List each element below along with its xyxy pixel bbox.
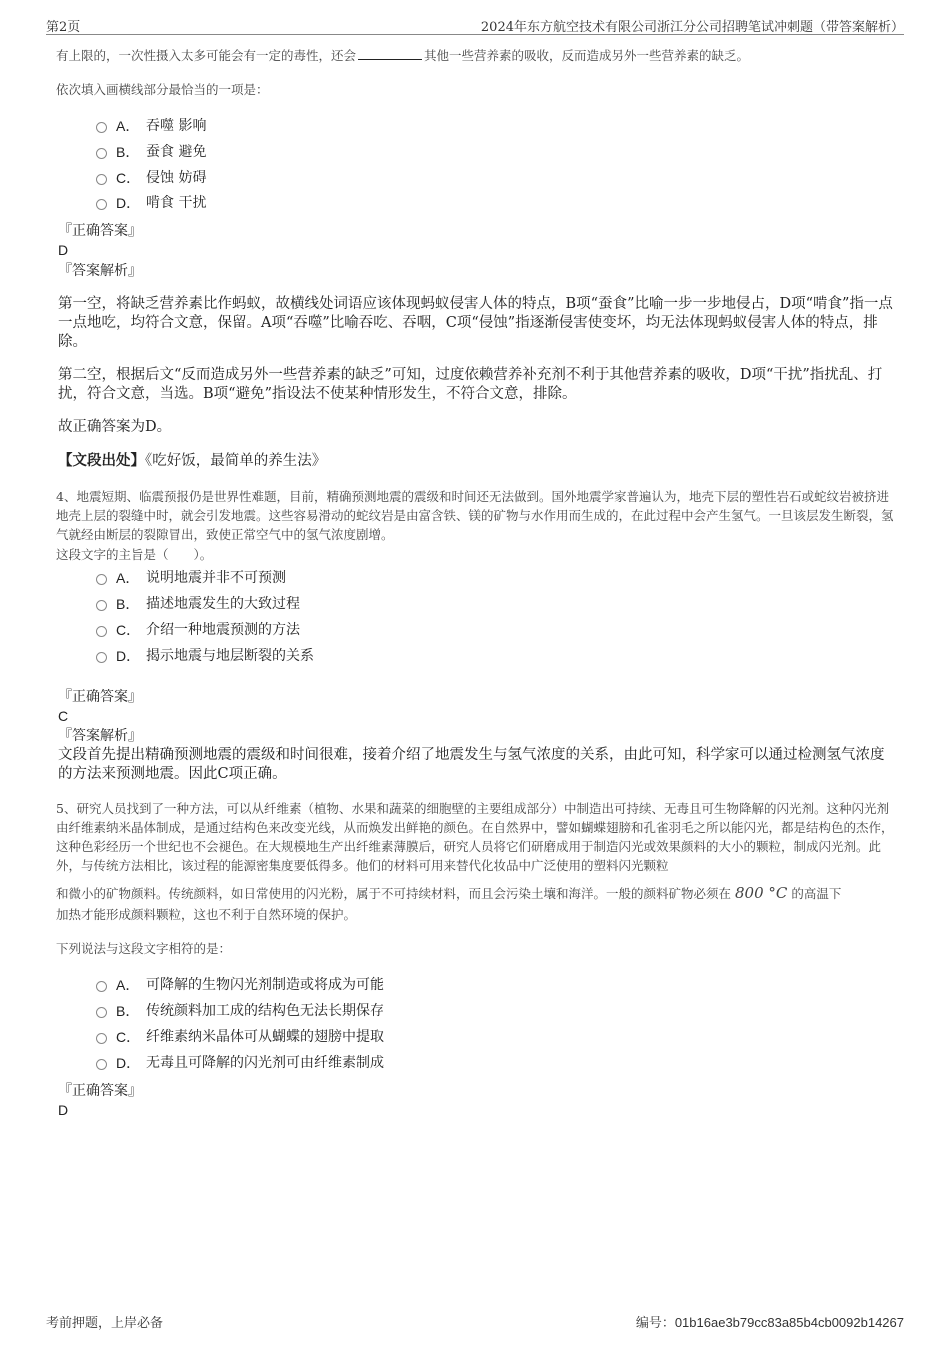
- q4-analysis: 文段首先提出精确预测地震的震级和时间很难，接着介绍了地震发生与氢气浓度的关系，由此可知，科学家可以通过检测氢气浓度的方法来预测地震。因此C项正确。: [58, 747, 885, 782]
- q4-option-a[interactable]: A． 说明地震并非不可预测: [96, 569, 286, 587]
- q4-prompt: 这段文字的主旨是（ ）。: [56, 547, 213, 562]
- radio-icon[interactable]: [96, 122, 107, 133]
- footer-slogan: 考前押题，上岸必备: [46, 1316, 164, 1331]
- radio-icon[interactable]: [96, 600, 107, 611]
- q3-answer-label: 『正确答案』: [58, 223, 142, 239]
- page-header: [46, 14, 904, 35]
- q5-prompt: 下列说法与这段文字相符的是：: [56, 941, 232, 956]
- q3-analysis-3: 故正确答案为D。: [58, 419, 172, 435]
- q5-option-d[interactable]: D． 无毒且可降解的闪光剂可由纤维素制成: [96, 1054, 384, 1072]
- q5-option-b[interactable]: B． 传统颜料加工成的结构色无法长期保存: [96, 1002, 384, 1020]
- radio-icon[interactable]: [96, 1059, 107, 1070]
- q5-stem-3: 加热才能形成颜料颗粒，这也不利于自然环境的保护。: [56, 907, 357, 922]
- q3-option-b[interactable]: B． 蚕食 避免: [96, 143, 206, 161]
- q5-stem-1: 5、研究人员找到了一种方法，可以从纤维素（植物、水果和蔬菜的细胞壁的主要组成部分）中制造出可持续、无毒且可生物降解的闪光剂。这种闪光剂由纤维素纳米晶体制成，是通过结构色来改变光线，从而焕发出鲜艳的颜色。在自然界中，譬如蝴蝶翅膀和孔雀羽毛之所以能闪光，都是结构色的杰作，这种色彩经历一个世纪也不会褪色。在大规模地生产出纤维素薄膜后，研究人员将它们研磨成用于制造闪光或效果颜料的大小的颗粒，制成闪光剂。此外，与传统方法相比，该过程的能源密集度要低得多。他们的材料可用来替代化妆品中广泛使用的塑料闪光颗粒: [56, 801, 894, 873]
- page-footer: [46, 1312, 904, 1332]
- q5-answer-label: 『正确答案』: [58, 1083, 142, 1099]
- radio-icon[interactable]: [96, 652, 107, 663]
- q3-analysis-1: 第一空，将缺乏营养素比作蚂蚁，故横线处词语应该体现蚂蚁侵害人体的特点，B项“蚕食”比喻一步一步地侵占，D项“啃食”指一点一点地吃，均符合文意，保留。A项“吞噬”比喻吞吃、吞咽，C项“侵蚀”指逐渐侵害使变坏，均无法体现蚂蚁侵害人体的特点，排除。: [58, 296, 893, 350]
- q4-answer-label: 『正确答案』: [58, 689, 142, 705]
- radio-icon[interactable]: [96, 174, 107, 185]
- q4-option-b[interactable]: B． 描述地震发生的大致过程: [96, 595, 300, 613]
- q3-option-d[interactable]: D． 啃食 干扰: [96, 194, 206, 212]
- q3-analysis-2: 第二空，根据后文“反而造成另外一些营养素的缺乏”可知，过度依赖营养补充剂不利于其他营养素的吸收，D项“干扰”指扰乱、打扰，符合文意，当选。B项“避免”指设法不使某种情形发生，不符合文意，排除。: [58, 367, 883, 402]
- radio-icon[interactable]: [96, 199, 107, 210]
- q3-stem: 有上限的，一次性摄入太多可能会有一定的毒性，还会 其他一些营养素的吸收，反而造成另外一些营养素的缺乏。: [56, 48, 750, 63]
- q4-answer: C: [58, 708, 69, 724]
- fill-blank: [358, 47, 422, 60]
- document-code: 编号：01b16ae3b79cc83a85b4cb0092b14267: [635, 1315, 904, 1331]
- temperature-value: 800 °C: [735, 884, 788, 902]
- q5-answer: D: [58, 1102, 69, 1118]
- q4-option-d[interactable]: D． 揭示地震与地层断裂的关系: [96, 647, 314, 665]
- radio-icon[interactable]: [96, 626, 107, 637]
- radio-icon[interactable]: [96, 981, 107, 992]
- q5-option-c[interactable]: C． 纤维素纳米晶体可从蝴蝶的翅膀中提取: [96, 1028, 384, 1046]
- q3-option-a[interactable]: A． 吞噬 影响: [96, 117, 206, 135]
- q4-option-c[interactable]: C． 介绍一种地震预测的方法: [96, 621, 300, 639]
- q4-analysis-label: 『答案解析』: [58, 728, 142, 744]
- q5-option-a[interactable]: A． 可降解的生物闪光剂制造或将成为可能: [96, 976, 384, 994]
- q3-prompt: 依次填入画横线部分最恰当的一项是：: [56, 82, 269, 97]
- q3-answer: D: [58, 242, 69, 258]
- page-number: 第2页: [46, 20, 81, 35]
- q3-option-c[interactable]: C． 侵蚀 妨碍: [96, 169, 206, 187]
- q3-source: 【文段出处】《吃好饭，最简单的养生法》: [58, 452, 327, 469]
- radio-icon[interactable]: [96, 574, 107, 585]
- radio-icon[interactable]: [96, 148, 107, 159]
- radio-icon[interactable]: [96, 1007, 107, 1018]
- q3-analysis-label: 『答案解析』: [58, 263, 142, 279]
- document-title: 2024年东方航空技术有限公司浙江分公司招聘笔试冲刺题（带答案解析）: [480, 20, 904, 35]
- radio-icon[interactable]: [96, 1033, 107, 1044]
- q4-stem: 4、地震短期、临震预报仍是世界性难题，目前，精确预测地震的震级和时间还无法做到。国外地震学家普遍认为，地壳下层的塑性岩石或蛇纹岩被挤进地壳上层的裂缝中时，就会引发地震。这些容易滑动的蛇纹岩是由富含铁、镁的矿物与水作用而生成的，在此过程中会产生氢气。一旦该层发生断裂，氢气就经由断层的裂隙冒出，致使正常空气中的氢气浓度剧增。: [56, 489, 894, 542]
- q5-stem-2: 和微小的矿物颜料。传统颜料，如日常使用的闪光粉，属于不可持续材料，而且会污染土壤和海洋。一般的颜料矿物必须在 800 °C 的高温下: [56, 884, 842, 902]
